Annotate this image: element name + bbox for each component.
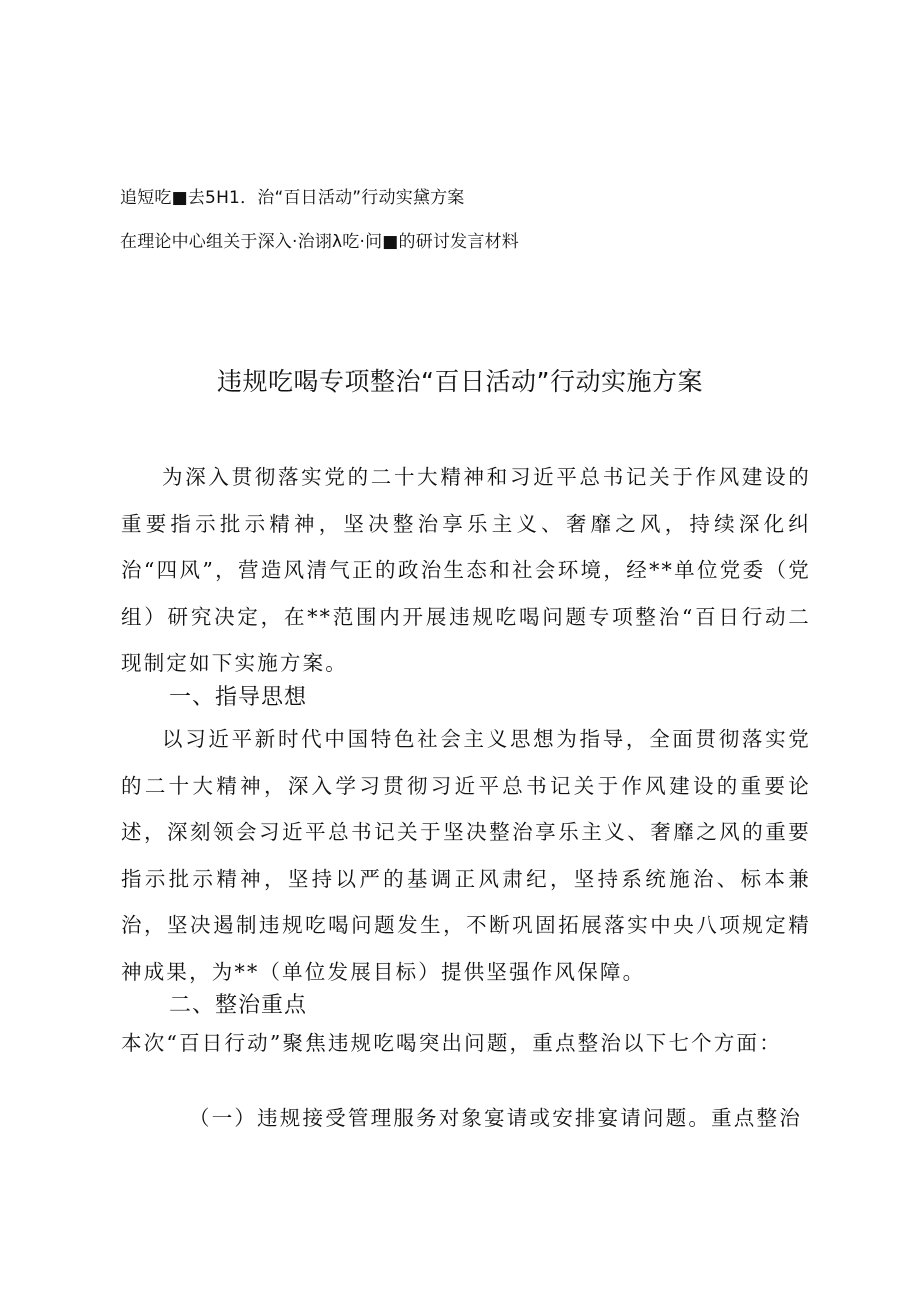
intro-paragraph: 为深入贯彻落实党的二十大精神和习近平总书记关于作风建设的重要指示批示精神，坚决整治享乐主义、奢靡之风，持续深化纠治“四风”，营造风清气正的政治生态和社会环境，经**单位党委（党组）研究决定，在**范围内开展违规吃喝问题专项整治“百日行动二现制定如下实施方案。 <box>121 465 811 675</box>
section-heading-guiding-ideology: 一、指导思想 <box>169 685 308 710</box>
rectification-item-1: （一）违规接受管理服务对象宴请或安排宴请问题。重点整治 <box>189 1106 802 1130</box>
section-heading-rectification-focus: 二、整治重点 <box>169 993 308 1018</box>
document-title: 违规吃喝专项整治“百日活动”行动实施方案 <box>217 367 703 396</box>
related-documents-list <box>120 180 519 268</box>
related-document-link-1[interactable]: 追短吃■去5H1．治“百日活动”行动实黛方案 <box>120 188 465 208</box>
guiding-ideology-paragraph: 以习近平新时代中国特色社会主义思想为指导，全面贯彻落实党的二十大精神，深入学习贯彻习近平总书记关于作风建设的重要论述，深刻领会习近平总书记关于坚决整治享乐主义、奢靡之风的重要指示批示精神，坚持以严的基调正风肃纪，坚持系统施治、标本兼治，坚决遏制违规吃喝问题发生，不断巩固拓展落实中央八项规定精神成果，为**（单位发展目标）提供坚强作风保障。 <box>121 727 811 984</box>
rectification-focus-paragraph: 本次“百日行动”聚焦违规吃喝突出问题，重点整治以下七个方面： <box>121 1031 782 1055</box>
related-document-link-2[interactable]: 在理论中心组关于深入·治诩λ吃·问■的研讨发言材料 <box>120 232 519 252</box>
